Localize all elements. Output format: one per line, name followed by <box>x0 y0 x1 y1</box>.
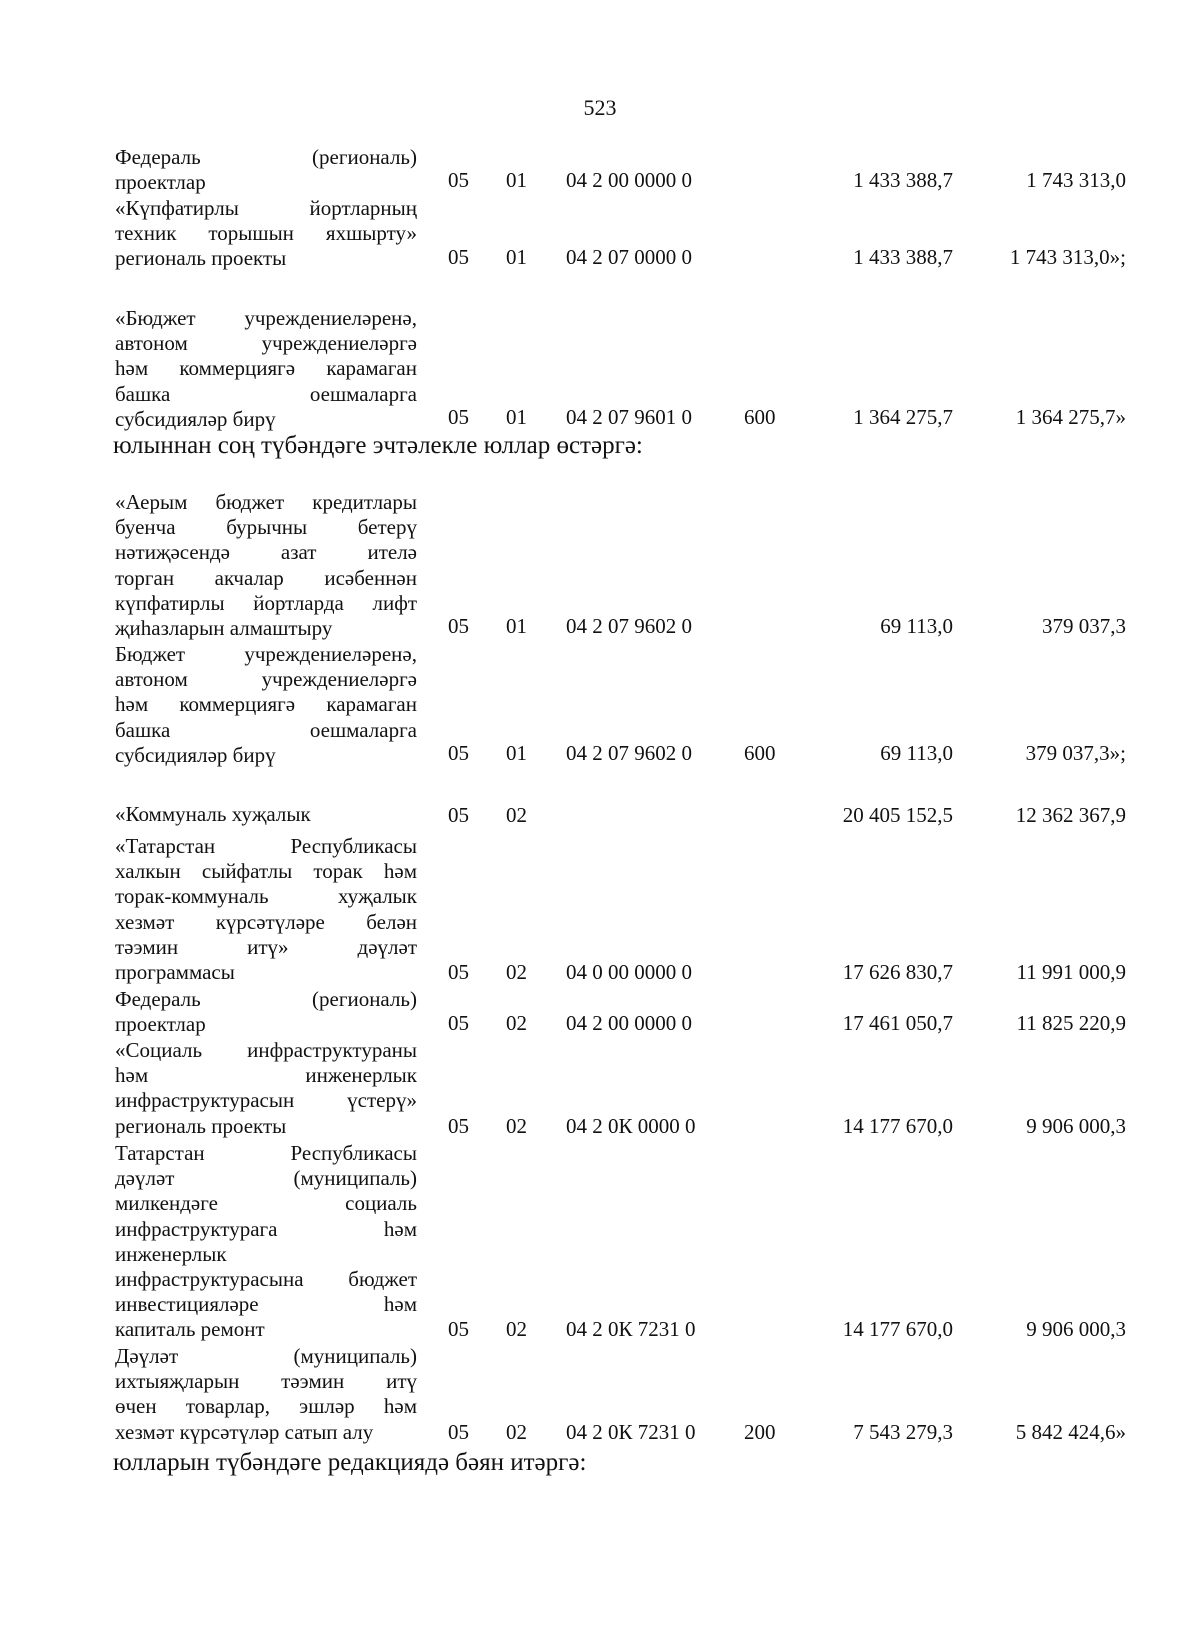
amount-year-1: 17 626 830,7 <box>842 960 953 984</box>
row-description <box>115 306 417 432</box>
section-code: 05 <box>448 1011 469 1035</box>
description-line: «Социаль инфраструктураны <box>115 1038 417 1062</box>
amount-year-1: 69 113,0 <box>880 614 953 638</box>
row-description <box>115 196 417 272</box>
description-line: һәм коммерциягә карамаган <box>115 356 417 381</box>
table-row <box>0 145 1200 195</box>
row-description <box>115 1141 417 1343</box>
amount-year-1: 20 405 152,5 <box>842 803 953 827</box>
row-description <box>115 802 417 827</box>
description-line: «Татарстан Республикасы <box>115 834 417 858</box>
subsection-code: 01 <box>506 614 527 638</box>
target-article-code: 04 2 07 9601 0 <box>566 405 692 429</box>
description-line: дәүләт (муниципаль) <box>115 1166 417 1191</box>
section-code: 05 <box>448 803 469 827</box>
table-row <box>0 196 1200 272</box>
description-line: буенча бурычны бетерү <box>115 515 417 540</box>
description-line: инженерлык <box>115 1241 227 1266</box>
description-line: торган акчалар исәбеннән <box>115 565 417 590</box>
table-row <box>0 306 1200 432</box>
amount-year-1: 1 433 388,7 <box>853 245 953 269</box>
subsection-code: 01 <box>506 168 527 192</box>
section-code: 05 <box>448 614 469 638</box>
amount-year-2: 11 991 000,9 <box>1016 960 1126 984</box>
subsection-code: 02 <box>506 1114 527 1138</box>
description-line: ихтыяҗларын тәэмин итү <box>115 1369 417 1394</box>
description-line: Федераль (региональ) <box>115 145 417 169</box>
expense-type-code: 200 <box>744 1420 776 1444</box>
description-line: техник торышын яхшырту» <box>115 221 417 246</box>
subsection-code: 01 <box>506 245 527 269</box>
table-row <box>0 834 1200 987</box>
amount-year-2: 5 842 424,6» <box>1015 1420 1126 1444</box>
section-code: 05 <box>448 168 469 192</box>
target-article-code: 04 0 00 0000 0 <box>566 960 692 984</box>
row-description <box>115 1344 417 1445</box>
subsection-code: 02 <box>506 1011 527 1035</box>
section-code: 05 <box>448 1420 469 1444</box>
description-line: «Коммуналь хуҗалык <box>115 802 311 826</box>
amount-year-2: 379 037,3 <box>1042 614 1126 638</box>
description-line: тәэмин итү» дәүләт <box>115 934 417 959</box>
description-line: автоном учреждениеләргә <box>115 331 417 356</box>
target-article-code: 04 2 07 0000 0 <box>566 245 692 269</box>
description-line: субсидияләр бирү <box>115 742 276 767</box>
expense-type-code: 600 <box>744 405 776 429</box>
section-code: 05 <box>448 960 469 984</box>
description-line: «Күпфатирлы йортларның <box>115 196 417 220</box>
row-description <box>115 490 417 641</box>
subsection-code: 02 <box>506 960 527 984</box>
table-row <box>0 642 1200 768</box>
description-line: халкын сыйфатлы торак һәм <box>115 859 417 884</box>
row-description <box>115 834 417 985</box>
target-article-code: 04 2 0К 0000 0 <box>566 1114 696 1138</box>
section-code: 05 <box>448 741 469 765</box>
description-line: башка оешмаларга <box>115 717 417 742</box>
description-line: проектлар <box>115 1012 206 1037</box>
subsection-code: 01 <box>506 405 527 429</box>
section-code: 05 <box>448 405 469 429</box>
subsection-code: 02 <box>506 1420 527 1444</box>
description-line: торак-коммуналь хуҗалык <box>115 884 417 909</box>
amount-year-2: 379 037,3»; <box>1025 741 1126 765</box>
description-line: башка оешмаларга <box>115 381 417 406</box>
description-line: «Бюджет учреждениеләренә, <box>115 306 417 330</box>
target-article-code: 04 2 07 9602 0 <box>566 741 692 765</box>
description-line: хезмәт күрсәтүләре белән <box>115 909 417 934</box>
amount-year-2: 1 743 313,0 <box>1026 168 1126 192</box>
target-article-code: 04 2 0К 7231 0 <box>566 1420 696 1444</box>
description-line: Дәүләт (муниципаль) <box>115 1344 417 1368</box>
description-line: Федераль (региональ) <box>115 987 417 1011</box>
amount-year-2: 9 906 000,3 <box>1026 1114 1126 1138</box>
description-line: региональ проекты <box>115 246 287 271</box>
table-row <box>0 802 1200 830</box>
amount-year-1: 14 177 670,0 <box>842 1114 953 1138</box>
amount-year-1: 14 177 670,0 <box>842 1317 953 1341</box>
description-line: программасы <box>115 960 235 985</box>
target-article-code: 04 2 00 0000 0 <box>566 168 692 192</box>
section-code: 05 <box>448 245 469 269</box>
description-line: капиталь ремонт <box>115 1317 265 1342</box>
instruction-text: юлларын түбәндәге редакциядә бәян итәргә: <box>113 1449 587 1476</box>
description-line: «Аерым бюджет кредитлары <box>115 490 417 514</box>
description-line: автоном учреждениеләргә <box>115 667 417 692</box>
amount-year-2: 1 743 313,0»; <box>1009 245 1126 269</box>
subsection-code: 02 <box>506 803 527 827</box>
instruction-text: юлыннан соң түбәндәге эчтәлекле юллар өстәргә: <box>113 432 643 459</box>
section-code: 05 <box>448 1114 469 1138</box>
description-line: инвестицияләре һәм <box>115 1292 417 1317</box>
description-line: һәм инженерлык <box>115 1063 417 1088</box>
description-line: хезмәт күрсәтүләр сатып алу <box>115 1419 374 1444</box>
description-line: инфраструктурага һәм <box>115 1216 417 1241</box>
target-article-code: 04 2 00 0000 0 <box>566 1011 692 1035</box>
row-description <box>115 145 417 195</box>
table-row <box>0 1344 1200 1447</box>
row-description <box>115 987 417 1037</box>
row-description <box>115 1038 417 1139</box>
table-row <box>0 1141 1200 1344</box>
amount-year-1: 1 364 275,7 <box>853 405 953 429</box>
description-line: Татарстан Республикасы <box>115 1141 417 1165</box>
amount-year-2: 9 906 000,3 <box>1026 1317 1126 1341</box>
amount-year-1: 7 543 279,3 <box>853 1420 953 1444</box>
target-article-code: 04 2 07 9602 0 <box>566 614 692 638</box>
table-row <box>0 987 1200 1038</box>
amount-year-2: 11 825 220,9 <box>1016 1011 1126 1035</box>
description-line: күпфатирлы йортларда лифт <box>115 590 417 615</box>
row-description <box>115 642 417 768</box>
description-line: һәм коммерциягә карамаган <box>115 692 417 717</box>
subsection-code: 01 <box>506 741 527 765</box>
expense-type-code: 600 <box>744 741 776 765</box>
amount-year-1: 1 433 388,7 <box>853 168 953 192</box>
page-number: 523 <box>583 95 617 120</box>
section-code: 05 <box>448 1317 469 1341</box>
amount-year-2: 12 362 367,9 <box>1015 803 1126 827</box>
amount-year-2: 1 364 275,7» <box>1015 405 1126 429</box>
amount-year-1: 69 113,0 <box>880 741 953 765</box>
table-row <box>0 1038 1200 1141</box>
description-line: региональ проекты <box>115 1113 287 1138</box>
table-row <box>0 490 1200 641</box>
description-line: милкендәге социаль <box>115 1191 417 1216</box>
amount-year-1: 17 461 050,7 <box>842 1011 953 1035</box>
description-line: җиһазларын алмаштыру <box>115 616 333 641</box>
description-line: инфраструктурасын үстерү» <box>115 1088 417 1113</box>
description-line: өчен товарлар, эшләр һәм <box>115 1394 417 1419</box>
description-line: проектлар <box>115 170 206 195</box>
description-line: нәтиҗәсендә азат ителә <box>115 540 417 565</box>
subsection-code: 02 <box>506 1317 527 1341</box>
target-article-code: 04 2 0К 7231 0 <box>566 1317 696 1341</box>
description-line: субсидияләр бирү <box>115 406 276 431</box>
description-line: инфраструктурасына бюджет <box>115 1267 417 1292</box>
description-line: Бюджет учреждениеләренә, <box>115 642 417 666</box>
